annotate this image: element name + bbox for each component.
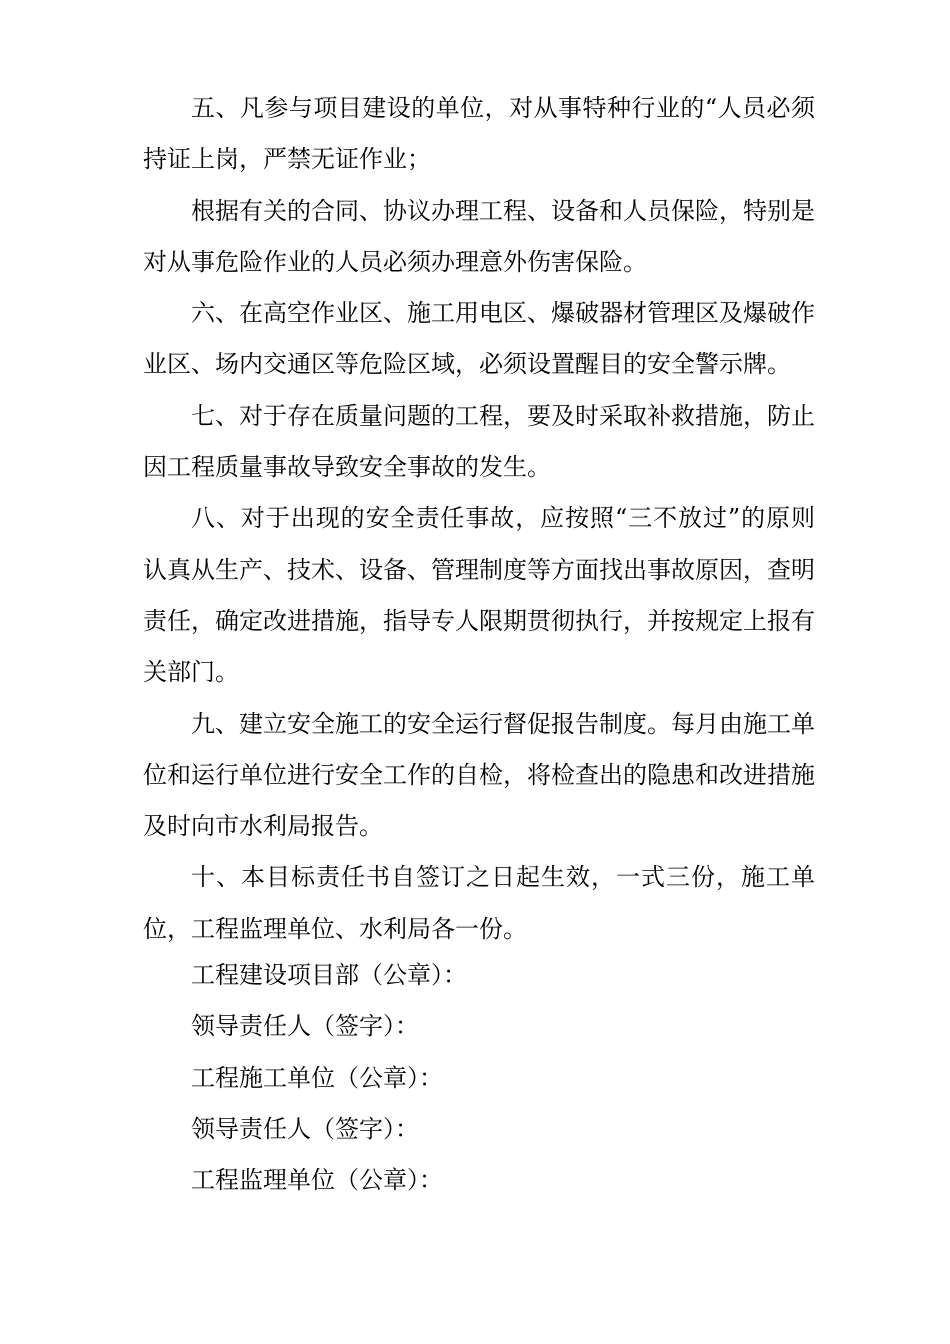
paragraph-item-8: 八、对于出现的安全责任事故，应按照“三不放过”的原则认真从生产、技术、设备、管理制度等方面找出事故原因，查明责任，确定改进措施，指导专人限期贯彻执行，并按规定上报有关部门。: [143, 504, 815, 687]
paragraph-item-9: 九、建立安全施工的安全运行督促报告制度。每月由施工单位和运行单位进行安全工作的自检，将检查出的隐患和改进措施及时向市水利局报告。: [143, 709, 815, 841]
signature-line-leader-1: 领导责任人（签字）：: [191, 1012, 419, 1041]
paragraph-item-7: 七、对于存在质量问题的工程，要及时采取补救措施，防止因工程质量事故导致安全事故的发生。: [143, 401, 815, 482]
paragraph-insurance: 根据有关的合同、协议办理工程、设备和人员保险，特别是对从事危险作业的人员必须办理意外伤害保险。: [143, 196, 815, 276]
document-body: [143, 83, 815, 955]
signature-line-construction-unit-seal: 工程施工单位（公章）：: [191, 1063, 443, 1092]
paragraph-item-10: 十、本目标责任书自签订之日起生效，一式三份，施工单位，工程监理单位、水利局各一份。: [143, 863, 815, 943]
signature-block: [191, 950, 467, 1206]
paragraph-item-6: 六、在高空作业区、施工用电区、爆破器材管理区及爆破作业区、场内交通区等危险区域，必须设置醒目的安全警示牌。: [143, 299, 815, 379]
signature-line-supervision-unit-seal: 工程监理单位（公章）：: [191, 1166, 443, 1195]
paragraph-item-5: 五、凡参与项目建设的单位，对从事特种行业的“人员必须持证上岗，严禁无证作业；: [143, 94, 815, 174]
signature-line-project-dept-seal: 工程建设项目部（公章）：: [191, 961, 467, 989]
signature-line-leader-2: 领导责任人（签字）：: [191, 1114, 419, 1143]
